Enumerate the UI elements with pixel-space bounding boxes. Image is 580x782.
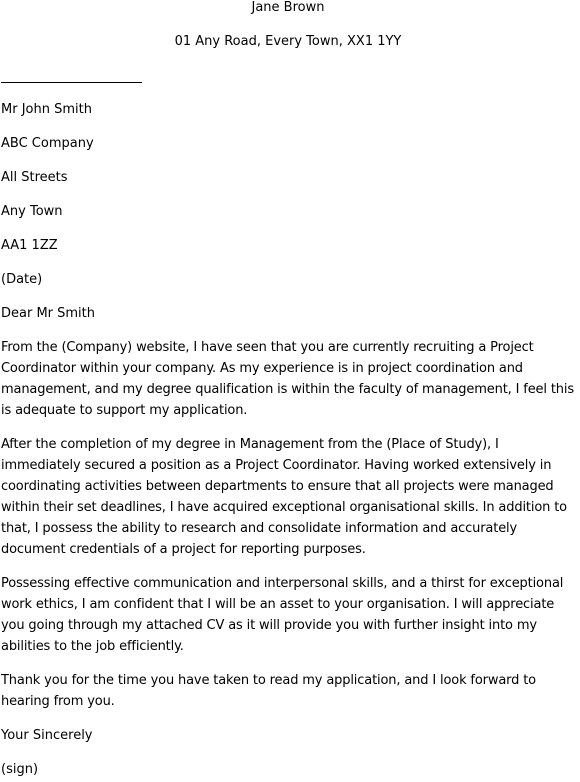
recipient-name: Mr John Smith [1, 102, 92, 117]
sender-name: Jane Brown [251, 0, 325, 15]
body-paragraph-3: Possessing effective communication and interpersonal skills, and a thirst for exceptional work ethics, I am confident that I will be an asset to your organisation. I will appreciate you going through my attached CV as it will provide you with further insight into my abilities to the job efficiently. [1, 576, 564, 654]
body-paragraph-1: From the (Company) website, I have seen that you are currently recruiting a Project Coordinator within your company. As my experience is in project coordination and management, and my degree qualification is within the faculty of management, I feel this is adequate to support my application. [1, 340, 574, 418]
signature-divider [1, 82, 142, 83]
signature-placeholder: (sign) [1, 762, 39, 777]
recipient-company: ABC Company [1, 136, 94, 151]
recipient-street: All Streets [1, 170, 68, 185]
sender-address: 01 Any Road, Every Town, XX1 1YY [174, 34, 402, 49]
body-paragraph-2: After the completion of my degree in Management from the (Place of Study), I immediately secured a position as a Project Coordinator. Having worked extensively in coordinating activities between departments to ensure that all projects were managed within their set deadlines, I have acquired exceptional organisational skills. In addition to that, I possess the ability to research and consolidate information and accurately document credentials of a project for reporting purposes. [1, 437, 567, 557]
recipient-postcode: AA1 1ZZ [1, 238, 58, 253]
closing: Your Sincerely [1, 728, 93, 743]
recipient-town: Any Town [1, 204, 63, 219]
body-paragraph-4: Thank you for the time you have taken to read my application, and I look forward to hearing from you. [1, 673, 536, 709]
letter-date: (Date) [1, 272, 43, 287]
salutation: Dear Mr Smith [1, 306, 96, 321]
